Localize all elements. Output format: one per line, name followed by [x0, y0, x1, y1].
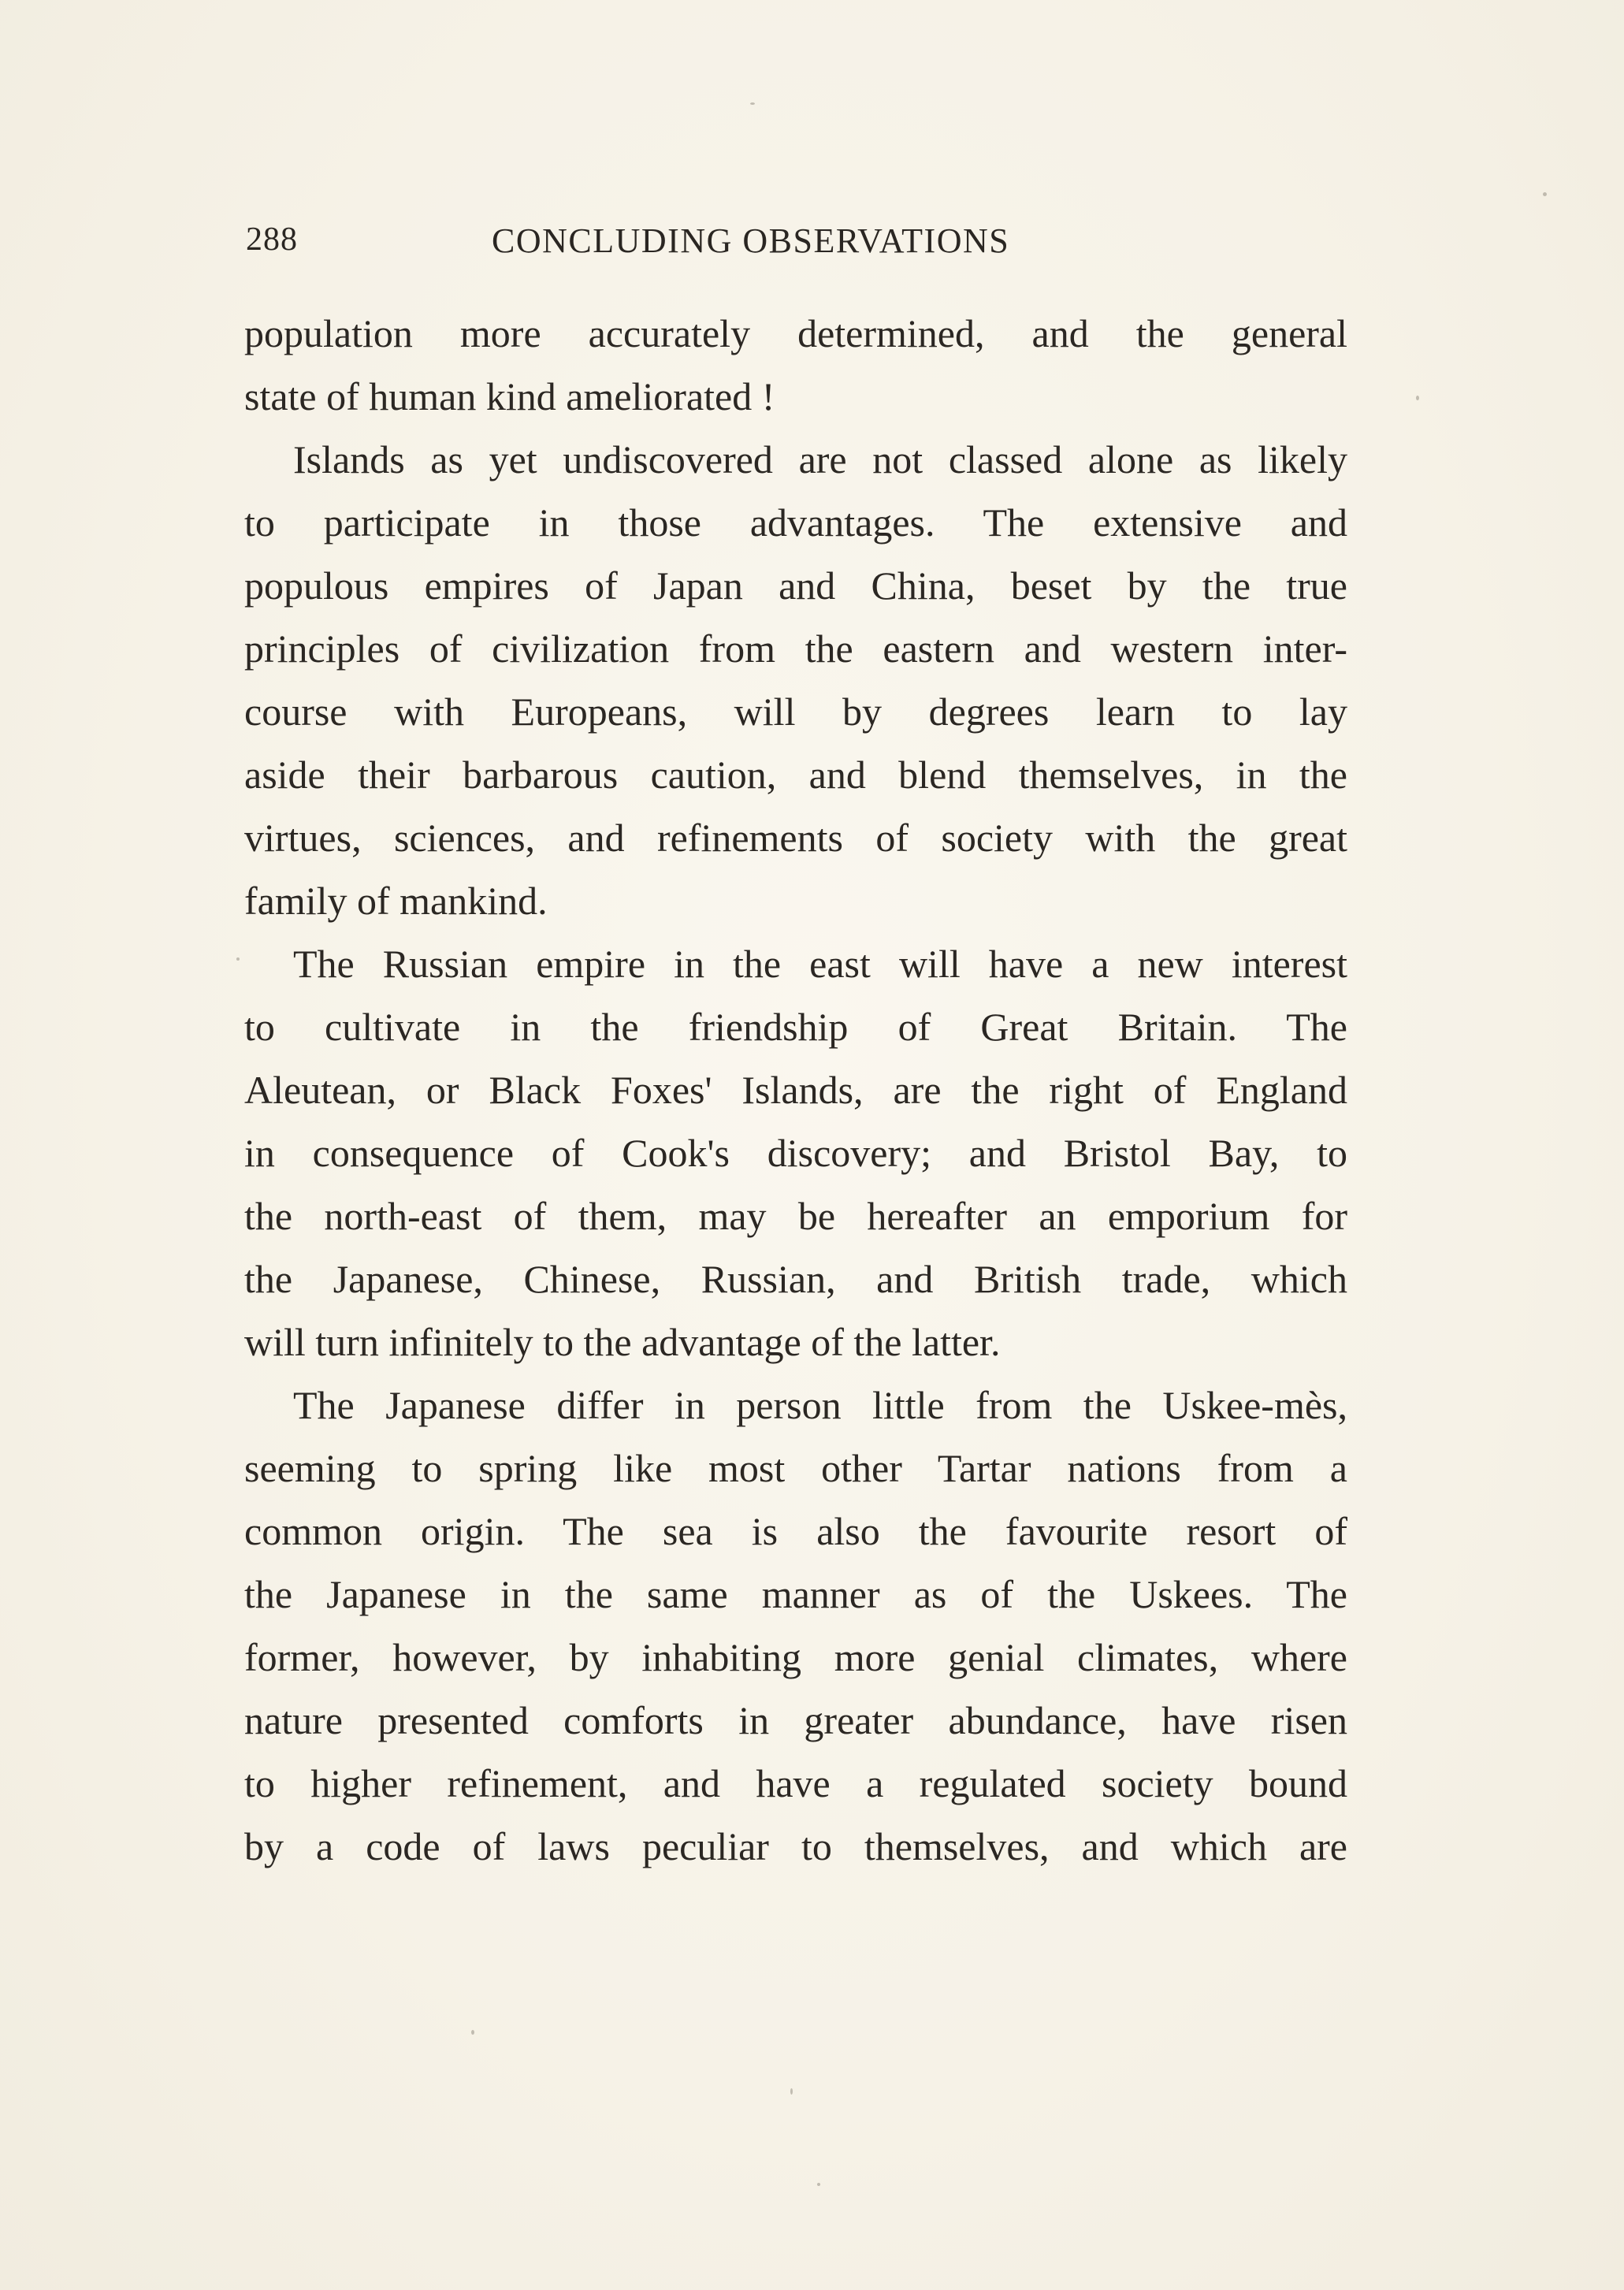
text-line: Islands as yet undiscovered are not classed alone as likely	[293, 437, 1347, 481]
paper-speck	[471, 2030, 474, 2035]
paper-speck	[1543, 192, 1547, 196]
paper-speck	[817, 2183, 820, 2186]
text-line: to cultivate in the friendship of Great Britain. The	[244, 1005, 1347, 1049]
text-line: will turn infinitely to the advantage of the latter.	[244, 1320, 1001, 1364]
text-line: by a code of laws peculiar to themselves, and which are	[244, 1824, 1347, 1868]
body-text	[244, 302, 1347, 1878]
text-line: Aleutean, or Black Foxes' Islands, are the right of England	[244, 1068, 1347, 1112]
text-line: family of mankind.	[244, 879, 548, 923]
page-header	[246, 221, 1341, 276]
text-line: the Japanese in the same manner as of the Uskees. The	[244, 1572, 1347, 1616]
paper-speck	[750, 102, 755, 105]
text-line: principles of civilization from the eastern and western inter-	[244, 626, 1347, 671]
page-number: 288	[246, 221, 298, 258]
text-line: the north-east of them, may be hereafter an emporium for	[244, 1194, 1347, 1238]
text-line: nature presented comforts in greater abundance, have risen	[244, 1698, 1347, 1742]
running-title: CONCLUDING OBSERVATIONS	[492, 221, 1010, 260]
text-line: to higher refinement, and have a regulated society bound	[244, 1761, 1347, 1805]
text-line: populous empires of Japan and China, beset by the true	[244, 563, 1347, 608]
text-line: former, however, by inhabiting more genial climates, where	[244, 1635, 1347, 1679]
text-line: the Japanese, Chinese, Russian, and British trade, which	[244, 1257, 1347, 1301]
text-line: aside their barbarous caution, and blend themselves, in the	[244, 753, 1347, 797]
text-line: population more accurately determined, and the general	[244, 311, 1347, 355]
text-line: in consequence of Cook's discovery; and Bristol Bay, to	[244, 1131, 1347, 1175]
text-line: state of human kind ameliorated !	[244, 374, 775, 418]
paper-speck	[1416, 396, 1419, 400]
paper-speck	[790, 2088, 793, 2095]
text-line: to participate in those advantages. The extensive and	[244, 500, 1347, 545]
text-line: course with Europeans, will by degrees learn to lay	[244, 690, 1347, 734]
text-line: The Japanese differ in person little from the Uskee-mès,	[293, 1383, 1347, 1427]
text-line: The Russian empire in the east will have a new interest	[293, 942, 1347, 986]
text-line: virtues, sciences, and refinements of society with the great	[244, 816, 1347, 860]
text-line: seeming to spring like most other Tartar nations from a	[244, 1446, 1347, 1490]
text-line: common origin. The sea is also the favourite resort of	[244, 1509, 1347, 1553]
paper-speck	[236, 957, 240, 961]
